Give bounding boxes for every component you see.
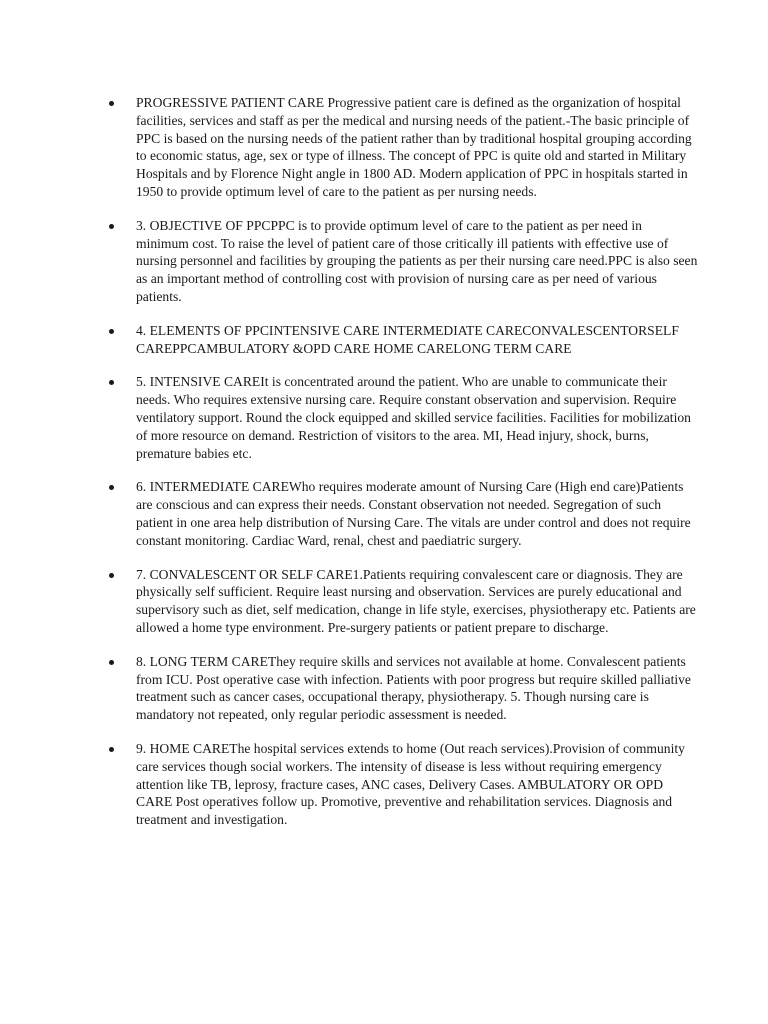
bullet-icon <box>109 660 114 665</box>
list-item-text: PROGRESSIVE PATIENT CARE Progressive patient care is defined as the organization of hospital facilities, services and staff as per the medical and nursing needs of the patient.-The basic principle of PPC is based on the nursing needs of the patient rather than by traditional hospital grouping according to economic status, age, sex or type of illness. The concept of PPC is quite old and started in Military Hospitals and by Florence Night angle in 1800 AD. Modern application of PPC in hospitals started in 1950 to provide optimum level of care to the patient as per nursing needs. <box>136 95 692 199</box>
bullet-list <box>109 94 698 829</box>
bullet-icon <box>109 485 114 490</box>
list-item <box>109 653 698 724</box>
list-item-text: 8. LONG TERM CAREThey require skills and services not available at home. Convalescent patients from ICU. Post operative case with infection. Patients with poor progress but require skilled palliative treatment such as cancer cases, occupational therapy, physiotherapy. 5. Though nursing care is mandatory not repeated, only regular periodic assessment is needed. <box>136 653 691 723</box>
bullet-icon <box>109 573 114 578</box>
list-item <box>109 322 698 358</box>
list-item <box>109 740 698 829</box>
list-item <box>109 566 698 637</box>
list-item <box>109 373 698 462</box>
bullet-icon <box>109 101 114 106</box>
list-item <box>109 94 698 201</box>
bullet-icon <box>109 329 114 334</box>
list-item-text: 7. CONVALESCENT OR SELF CARE1.Patients requiring convalescent care or diagnosis. They are physically self sufficient. Require least nursing and observation. Services are purely educational and supervisory such as diet, self medication, change in life style, exercises, physiotherapy etc. Patients are allowed a home type environment. Pre-surgery patients or patient prepare to discharge. <box>136 566 696 635</box>
bullet-icon <box>109 380 114 385</box>
list-item-text: 5. INTENSIVE CAREIt is concentrated around the patient. Who are unable to communicate their needs. Who requires extensive nursing care. Require constant observation and supervision. Require ventilatory support. Round the clock equipped and skilled service facilities. Facilities for mobilization of more resource on demand. Restriction of visitors to the area. MI, Head injury, shock, burns, premature babies etc. <box>136 374 691 461</box>
list-item-text: 3. OBJECTIVE OF PPCPPC is to provide optimum level of care to the patient as per need in minimum cost. To raise the level of patient care of those critically ill patients with effective use of nursing personnel and facilities by grouping the patients as per their nursing care need.PPC is also seen as an important method of controlling cost with provision of nursing care as per need of various patients. <box>136 217 698 304</box>
list-item <box>109 217 698 306</box>
list-item-text: 9. HOME CAREThe hospital services extends to home (Out reach services).Provision of community care services though social workers. The intensity of disease is less without requiring emergency attention like TB, leprosy, fracture cases, ANC cases, Delivery Cases. AMBULATORY OR OPD CARE Post operatives follow up. Promotive, preventive and rehabilitation services. Diagnosis and treatment and investigation. <box>136 740 685 828</box>
list-item <box>109 478 698 549</box>
list-item-text: 4. ELEMENTS OF PPCINTENSIVE CARE INTERMEDIATE CARECONVALESCENTORSELF CAREPPCAMBULATORY &OPD CARE HOME CARELONG TERM CARE <box>136 322 679 356</box>
bullet-icon <box>109 224 114 229</box>
list-item-text: 6. INTERMEDIATE CAREWho requires moderate amount of Nursing Care (High end care)Patients are conscious and can express their needs. Constant observation not needed. Segregation of such patient in one area help distribution of Nursing Care. The vitals are under control and does not require constant monitoring. Cardiac Ward, renal, chest and paediatric surgery. <box>136 479 691 548</box>
bullet-icon <box>109 747 114 752</box>
